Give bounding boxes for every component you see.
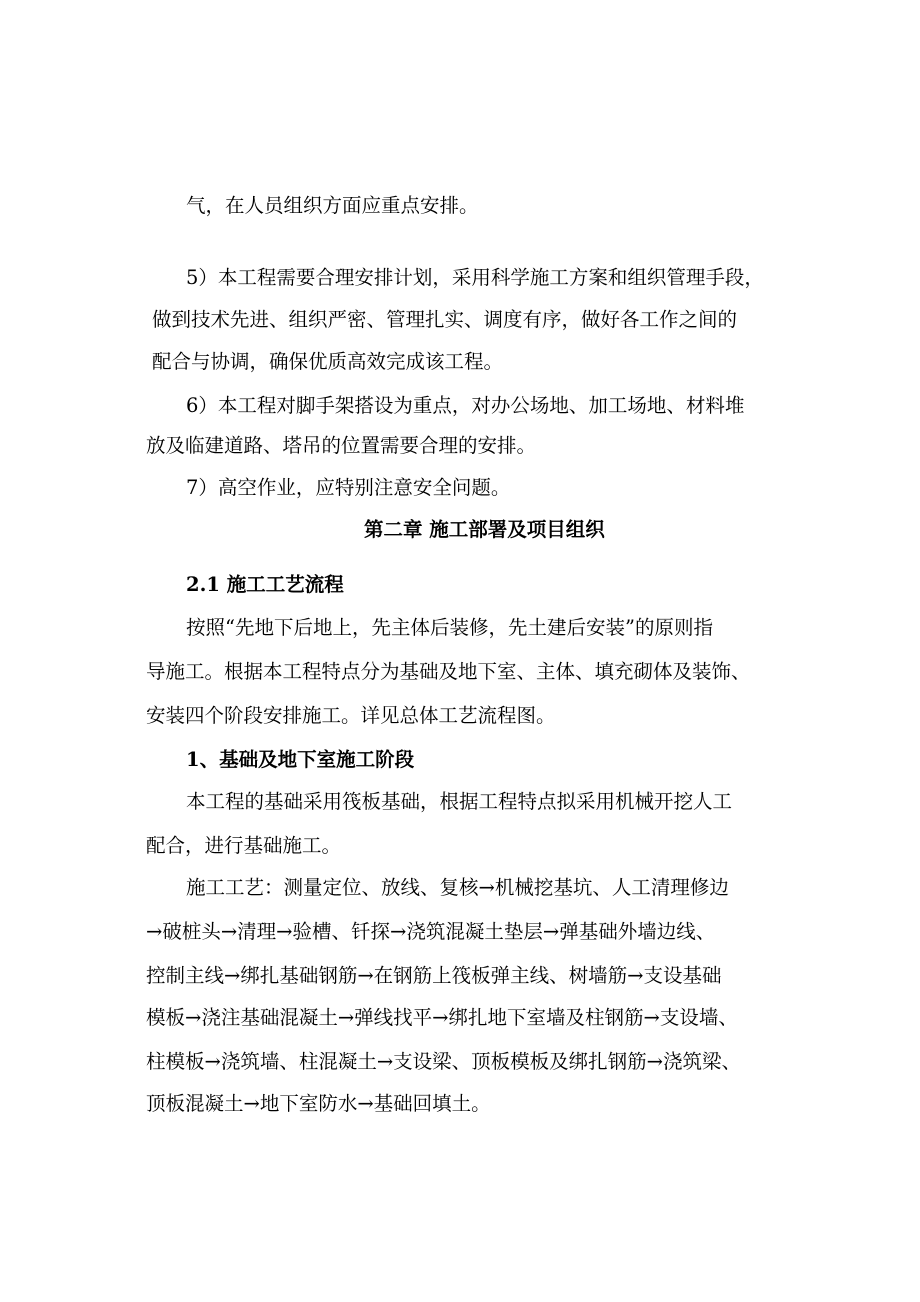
paragraph-line: 安装四个阶段安排施工。详见总体工艺流程图。: [146, 704, 556, 727]
paragraph-line: 放及临建道路、塔吊的位置需要合理的安排。: [146, 434, 537, 457]
paragraph-line: 配合与协调，确保优质高效完成该工程。: [152, 350, 504, 373]
section-title: 2.1 施工工艺流程: [186, 573, 344, 596]
paragraph-line: 柱模板→浇筑墙、柱混凝土→支设梁、顶板模板及绑扎钢筋→浇筑梁、: [146, 1050, 742, 1073]
paragraph-line: 7）高空作业，应特别注意安全问题。: [186, 476, 511, 499]
paragraph-line: 做到技术先进、组织严密、管理扎实、调度有序，做好各工作之间的: [152, 308, 738, 331]
paragraph-line: 气，在人员组织方面应重点安排。: [186, 194, 479, 217]
paragraph-line: 5）本工程需要合理安排计划，采用科学施工方案和组织管理手段，: [186, 266, 764, 289]
paragraph-line: 6）本工程对脚手架搭设为重点，对办公场地、加工场地、材料堆: [186, 394, 745, 417]
paragraph-line: 模板→浇注基础混凝土→弹线找平→绑扎地下室墙及柱钢筋→支设墙、: [146, 1006, 738, 1029]
paragraph-line: →破桩头→清理→验槽、钎探→浇筑混凝土垫层→弹基础外墙边线、: [146, 920, 716, 943]
paragraph-line: 控制主线→绑扎基础钢筋→在钢筋上筏板弹主线、树墙筋→支设基础: [146, 964, 722, 987]
paragraph-line: 配合，进行基础施工。: [146, 834, 342, 857]
paragraph-line: 导施工。根据本工程特点分为基础及地下室、主体、填充砌体及装饰、: [146, 660, 751, 683]
paragraph-line: 施工工艺：测量定位、放线、复核→机械挖基坑、人工清理修边: [186, 876, 729, 899]
paragraph-line: 按照“先地下后地上，先主体后装修，先土建后安装”的原则指: [186, 616, 713, 639]
chapter-title: 第二章 施工部署及项目组织: [364, 518, 605, 541]
paragraph-line: 顶板混凝土→地下室防水→基础回填土。: [146, 1092, 491, 1115]
paragraph-line: 本工程的基础采用筏板基础，根据工程特点拟采用机械开挖人工: [186, 790, 733, 813]
subsection-title: 1、基础及地下室施工阶段: [186, 748, 415, 771]
